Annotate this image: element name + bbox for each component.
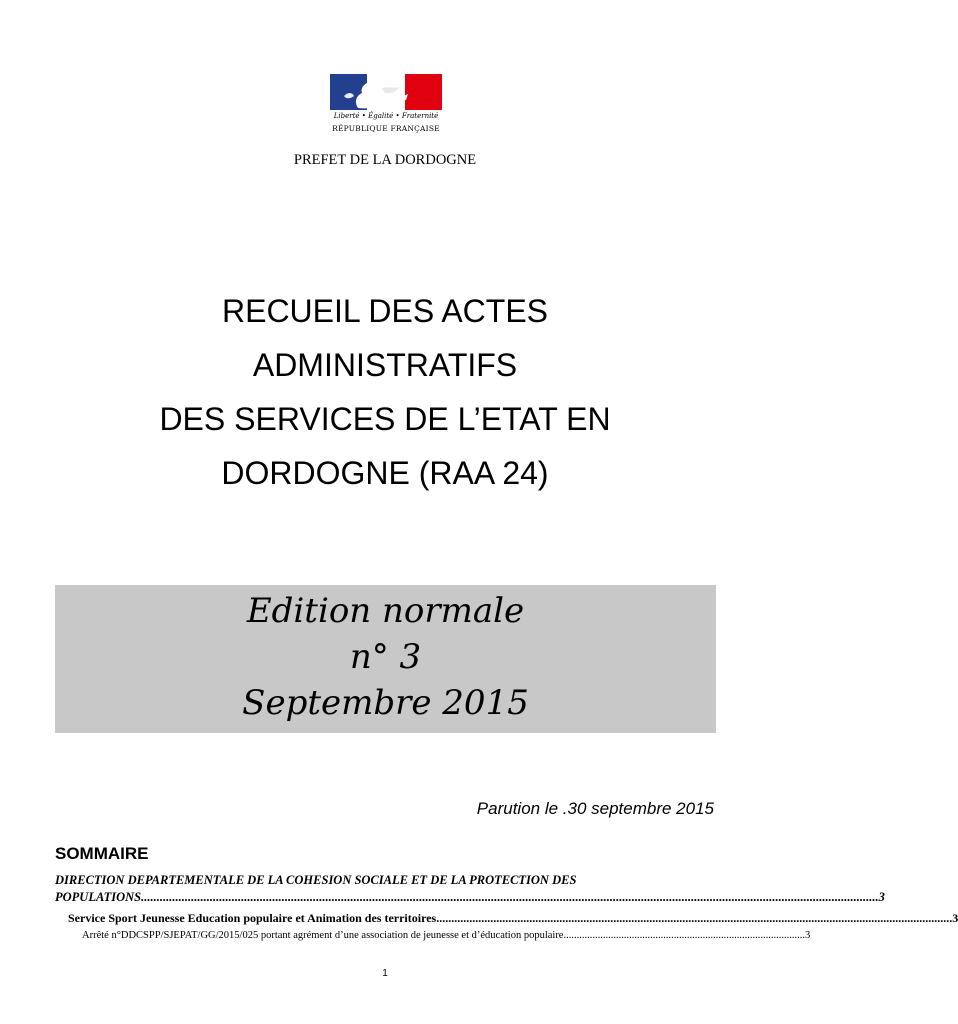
title-line-1: RECUEIL DES ACTES: [221, 293, 548, 329]
document-title: [0, 284, 770, 500]
toc-leader-dots: ............................................................................................: [563, 930, 805, 941]
toc-entry-title: Arrêté n°DDCSPP/SJEPAT/GG/2015/025 portant agrément d’une association de jeunesse et d’éducation populaire: [82, 930, 564, 941]
summary-heading: SOMMAIRE: [55, 844, 149, 863]
toc-section[interactable]: [55, 872, 885, 906]
prefecture-name: PREFET DE LA DORDOGNE: [293, 152, 477, 168]
toc-subsection[interactable]: [68, 911, 958, 926]
title-line-2: ADMINISTRATIFS: [252, 347, 518, 383]
toc-leader-dots: ............................................................................................................................................................................................................................................: [141, 890, 879, 904]
page-number: 1: [382, 968, 388, 979]
toc-subsection-page: 3: [952, 911, 958, 925]
edition-date: Septembre 2015: [242, 683, 529, 723]
edition-type: Edition normale: [246, 591, 525, 631]
publication-date: Parution le .30 septembre 2015: [476, 799, 714, 818]
edition-number: n° 3: [349, 637, 422, 677]
title-line-3: DES SERVICES DE L’ETAT EN: [159, 401, 611, 437]
edition-banner: [55, 585, 716, 733]
toc-entry[interactable]: [82, 930, 811, 941]
republic-motto: Liberté • Égalité • Fraternité: [333, 112, 439, 120]
marianne-flag-icon: [330, 74, 442, 110]
toc-section-line2: POPULATIONS: [55, 890, 142, 904]
toc-section-page: 3: [878, 890, 885, 904]
toc-subsection-title: Service Sport Jeunesse Education populaire et Animation des territoires: [68, 911, 437, 925]
republic-name: RÉPUBLIQUE FRANÇAISE: [332, 124, 440, 133]
title-line-4: DORDOGNE (RAA 24): [221, 455, 549, 491]
toc-section-line1: DIRECTION DEPARTEMENTALE DE LA COHESION SOCIALE ET DE LA PROTECTION DES: [55, 873, 577, 887]
toc-entry-page: 3: [804, 930, 811, 941]
toc-leader-dots: ............................................................................................................................................................................: [436, 911, 953, 925]
marianne-logo: [330, 74, 442, 138]
